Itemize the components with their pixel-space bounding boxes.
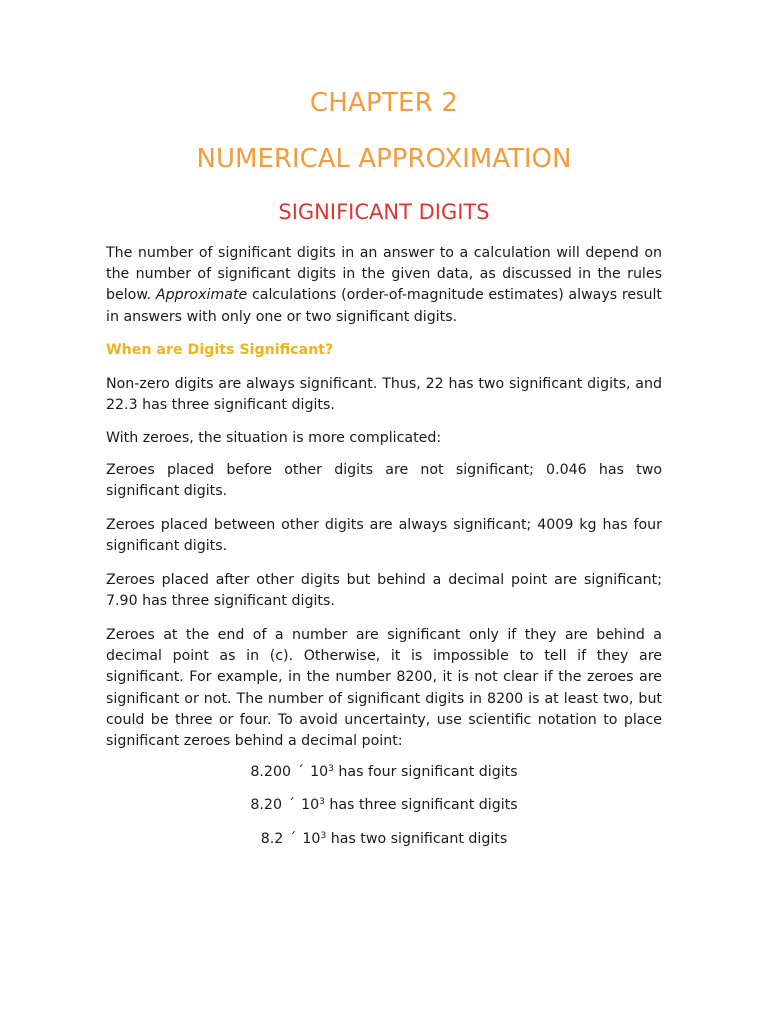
- intro-text-start: The number of significant digits in an answer to a calculation will depend on the number of significant digits in the given data, as discussed in the rules below.: [106, 245, 662, 304]
- intro-paragraph: [106, 243, 662, 328]
- example-description: has four significant digits: [338, 764, 518, 780]
- paragraph-nonzero: Non-zero digits are always significant. Thus, 22 has two significant digits, and 22.3 has three significant digits.: [106, 376, 662, 414]
- example-description: has two significant digits: [330, 831, 508, 847]
- example-exponent: 3: [320, 831, 327, 841]
- example-two-digits: [0, 829, 768, 849]
- paragraph-captive-zeroes: Zeroes placed between other digits are always significant; 4009 kg has four significant digits.: [106, 517, 662, 555]
- example-four-digits: [0, 762, 768, 782]
- example-exponent: 3: [319, 797, 325, 807]
- example-mantissa: 8.200: [250, 764, 291, 780]
- example-times-sign: ´: [289, 831, 297, 847]
- example-three-digits: [0, 795, 768, 815]
- paragraph-trailing-zeroes: Zeroes at the end of a number are significant only if they are behind a decimal point as in (c). Otherwise, it is impossible to tell if they are significant. For example, in the number 8200, it is not clear if the zeroes are significant or not. The number of significant digits in 8200 is at least two, but could be three or four. To avoid uncertainty, use scientific notation to place significant zeroes behind a decimal point:: [106, 627, 662, 750]
- example-times-sign: ´: [297, 764, 305, 780]
- example-mantissa: 8.2: [260, 831, 284, 847]
- chapter-heading: CHAPTER 2: [309, 88, 459, 118]
- example-base: 10: [310, 764, 329, 780]
- paragraph-trailing-decimal-zeroes: Zeroes placed after other digits but behind a decimal point are significant; 7.90 has three significant digits.: [106, 572, 662, 610]
- paragraph-leading-zeroes: Zeroes placed before other digits are not significant; 0.046 has two significant digits.: [106, 462, 662, 500]
- section-title: SIGNIFICANT DIGITS: [278, 200, 490, 224]
- intro-emphasis: Approximate: [155, 287, 248, 304]
- example-exponent: 3: [328, 764, 334, 774]
- example-base: 10: [301, 797, 320, 813]
- chapter-title: NUMERICAL APPROXIMATION: [196, 144, 572, 174]
- paragraph-zeroes-intro: With zeroes, the situation is more complicated:: [106, 430, 442, 446]
- example-base: 10: [302, 831, 321, 847]
- example-mantissa: 8.20: [250, 797, 282, 813]
- intro-text-end: calculations (order-of-magnitude estimates) always result in answers with only one or two significant digits.: [106, 287, 662, 325]
- example-description: has three significant digits: [329, 797, 518, 813]
- subheading: When are Digits Significant?: [106, 342, 334, 358]
- example-times-sign: ´: [287, 797, 296, 813]
